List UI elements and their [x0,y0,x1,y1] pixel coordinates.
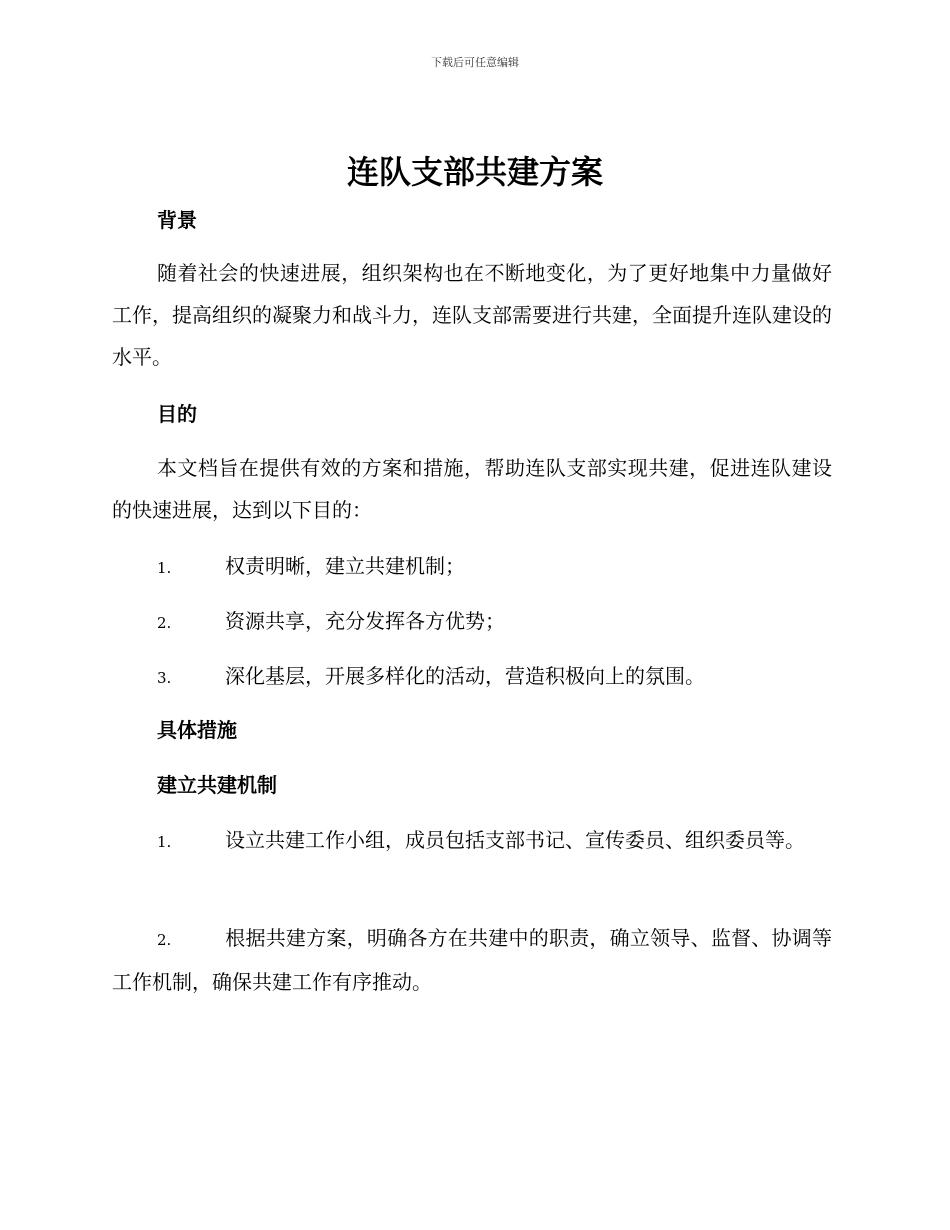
paragraph-background: 随着社会的快速进展，组织架构也在不断地变化，为了更好地集中力量做好工作，提高组织的凝聚力和战斗力，连队支部需要进行共建，全面提升连队建设的水平。 [112,261,832,369]
heading-purpose: 目的 [157,402,197,426]
list-number: 3. [157,669,172,687]
list-number: 1. [157,833,172,851]
list-item [112,600,832,644]
document-title: 连队支部共建方案 [346,153,603,191]
list-item [112,917,832,1003]
list-number: 1. [157,559,172,577]
list-number: 2. [157,931,172,949]
heading-background: 背景 [157,208,197,232]
list-text: 资源共享，充分发挥各方优势； [225,609,505,633]
list-item [112,655,832,699]
list-text: 深化基层，开展多样化的活动，营造积极向上的氛围。 [225,664,705,688]
heading-measures: 具体措施 [157,718,237,742]
list-text: 权责明晰，建立共建机制； [225,554,465,578]
subheading-mechanism: 建立共建机制 [157,773,277,797]
list-text: 设立共建工作小组，成员包括支部书记、宣传委员、组织委员等。 [225,828,805,852]
list-item [112,545,832,589]
header-note: 下载后可任意编辑 [431,56,519,69]
list-number: 2. [157,614,172,632]
list-text: 根据共建方案，明确各方在共建中的职责，确立领导、监督、协调等工作机制，确保共建工作有序推动。 [112,926,832,994]
list-item [112,819,832,863]
paragraph-purpose: 本文档旨在提供有效的方案和措施，帮助连队支部实现共建，促进连队建设的快速进展，达到以下目的： [112,456,832,522]
